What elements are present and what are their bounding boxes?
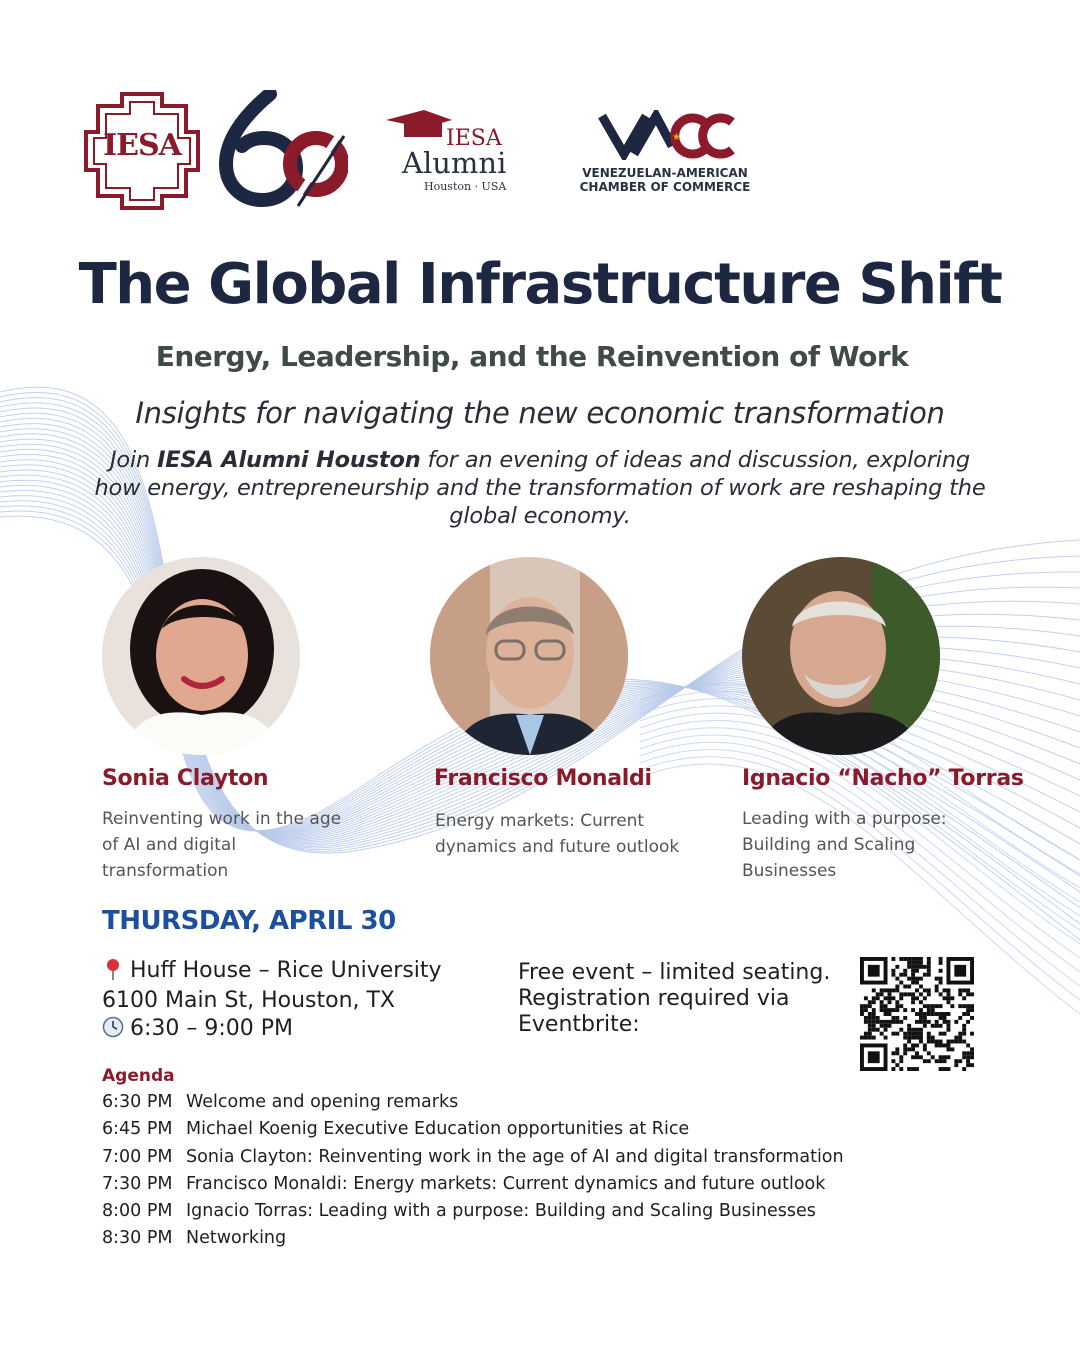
pin-icon (102, 958, 124, 980)
speaker-photo-francisco (430, 557, 628, 755)
venue-address: 6100 Main St, Houston, TX (102, 988, 396, 1013)
svg-text:★: ★ (672, 132, 681, 143)
agenda-text: Networking (186, 1228, 287, 1248)
agenda-title: Agenda (102, 1066, 175, 1086)
page-subtitle: Energy, Leadership, and the Reinvention of Work (155, 340, 909, 373)
vacc-logo (572, 110, 758, 200)
agenda-time: 8:00 PM (102, 1201, 173, 1221)
intro-after: for an evening of ideas and discussion, exploring how energy, entrepreneurship and the transformation of work are reshaping the global economy. (94, 447, 986, 529)
venue-line (102, 958, 442, 983)
page-title: The Global Infrastructure Shift (78, 252, 1002, 317)
qr-code[interactable] (860, 957, 974, 1071)
iesa-logo (84, 92, 200, 210)
agenda-text: Ignacio Torras: Leading with a purpose: Building and Scaling Businesses (186, 1201, 816, 1221)
tagline: Insights for navigating the new economic transformation (135, 396, 945, 430)
speaker-name-ignacio: Ignacio “Nacho” Torras (742, 766, 1024, 791)
anniversary-60-logo (218, 90, 348, 210)
alumni-logo-iesa: IESA (446, 126, 502, 151)
iesa-logo-text: IESA (103, 128, 181, 163)
registration-text: Free event – limited seating. Registration required via Eventbrite: (518, 960, 831, 1037)
agenda-time: 6:45 PM (102, 1119, 173, 1139)
intro-before: Join (110, 447, 158, 473)
time-line (102, 1016, 293, 1041)
graduation-cap-icon (384, 108, 454, 142)
event-time: 6:30 – 9:00 PM (130, 1016, 294, 1041)
speaker-photo-sonia (102, 557, 300, 755)
agenda-text: Francisco Monaldi: Energy markets: Current dynamics and future outlook (186, 1174, 826, 1194)
intro-highlight: IESA Alumni Houston (157, 447, 421, 473)
agenda-time: 7:30 PM (102, 1174, 173, 1194)
vacc-name-line2: CHAMBER OF COMMERCE (579, 180, 751, 194)
agenda-item (102, 1201, 816, 1221)
speaker-photo-ignacio (742, 557, 940, 755)
alumni-logo-word: Alumni (402, 146, 507, 180)
event-date: THURSDAY, APRIL 30 (102, 906, 396, 936)
clock-icon (102, 1016, 124, 1038)
agenda-time: 8:30 PM (102, 1228, 173, 1248)
agenda-time: 6:30 PM (102, 1092, 173, 1112)
speaker-name-francisco: Francisco Monaldi (434, 766, 652, 791)
intro-paragraph (90, 446, 990, 530)
agenda-item (102, 1228, 286, 1248)
agenda-item (102, 1119, 689, 1139)
speaker-name-sonia: Sonia Clayton (102, 766, 269, 791)
vacc-name-line1: VENEZUELAN-AMERICAN (582, 166, 748, 180)
agenda-text: Welcome and opening remarks (186, 1092, 459, 1112)
agenda-text: Sonia Clayton: Reinventing work in the age of AI and digital transformation (186, 1147, 844, 1167)
speaker-topic-sonia: Reinventing work in the age of AI and digital transformation (102, 809, 342, 881)
agenda-item (102, 1174, 825, 1194)
agenda-time: 7:00 PM (102, 1147, 173, 1167)
agenda-text: Michael Koenig Executive Education opportunities at Rice (186, 1119, 690, 1139)
speaker-topic-ignacio: Leading with a purpose: Building and Scaling Businesses (742, 809, 947, 881)
speaker-topic-francisco: Energy markets: Current dynamics and future outlook (435, 811, 680, 857)
venue-name: Huff House – Rice University (130, 958, 442, 983)
iesa-alumni-logo (384, 108, 524, 198)
vacc-mark (572, 110, 758, 160)
agenda-item (102, 1092, 458, 1112)
agenda-item (102, 1147, 844, 1167)
alumni-logo-location: Houston · USA (424, 180, 507, 193)
